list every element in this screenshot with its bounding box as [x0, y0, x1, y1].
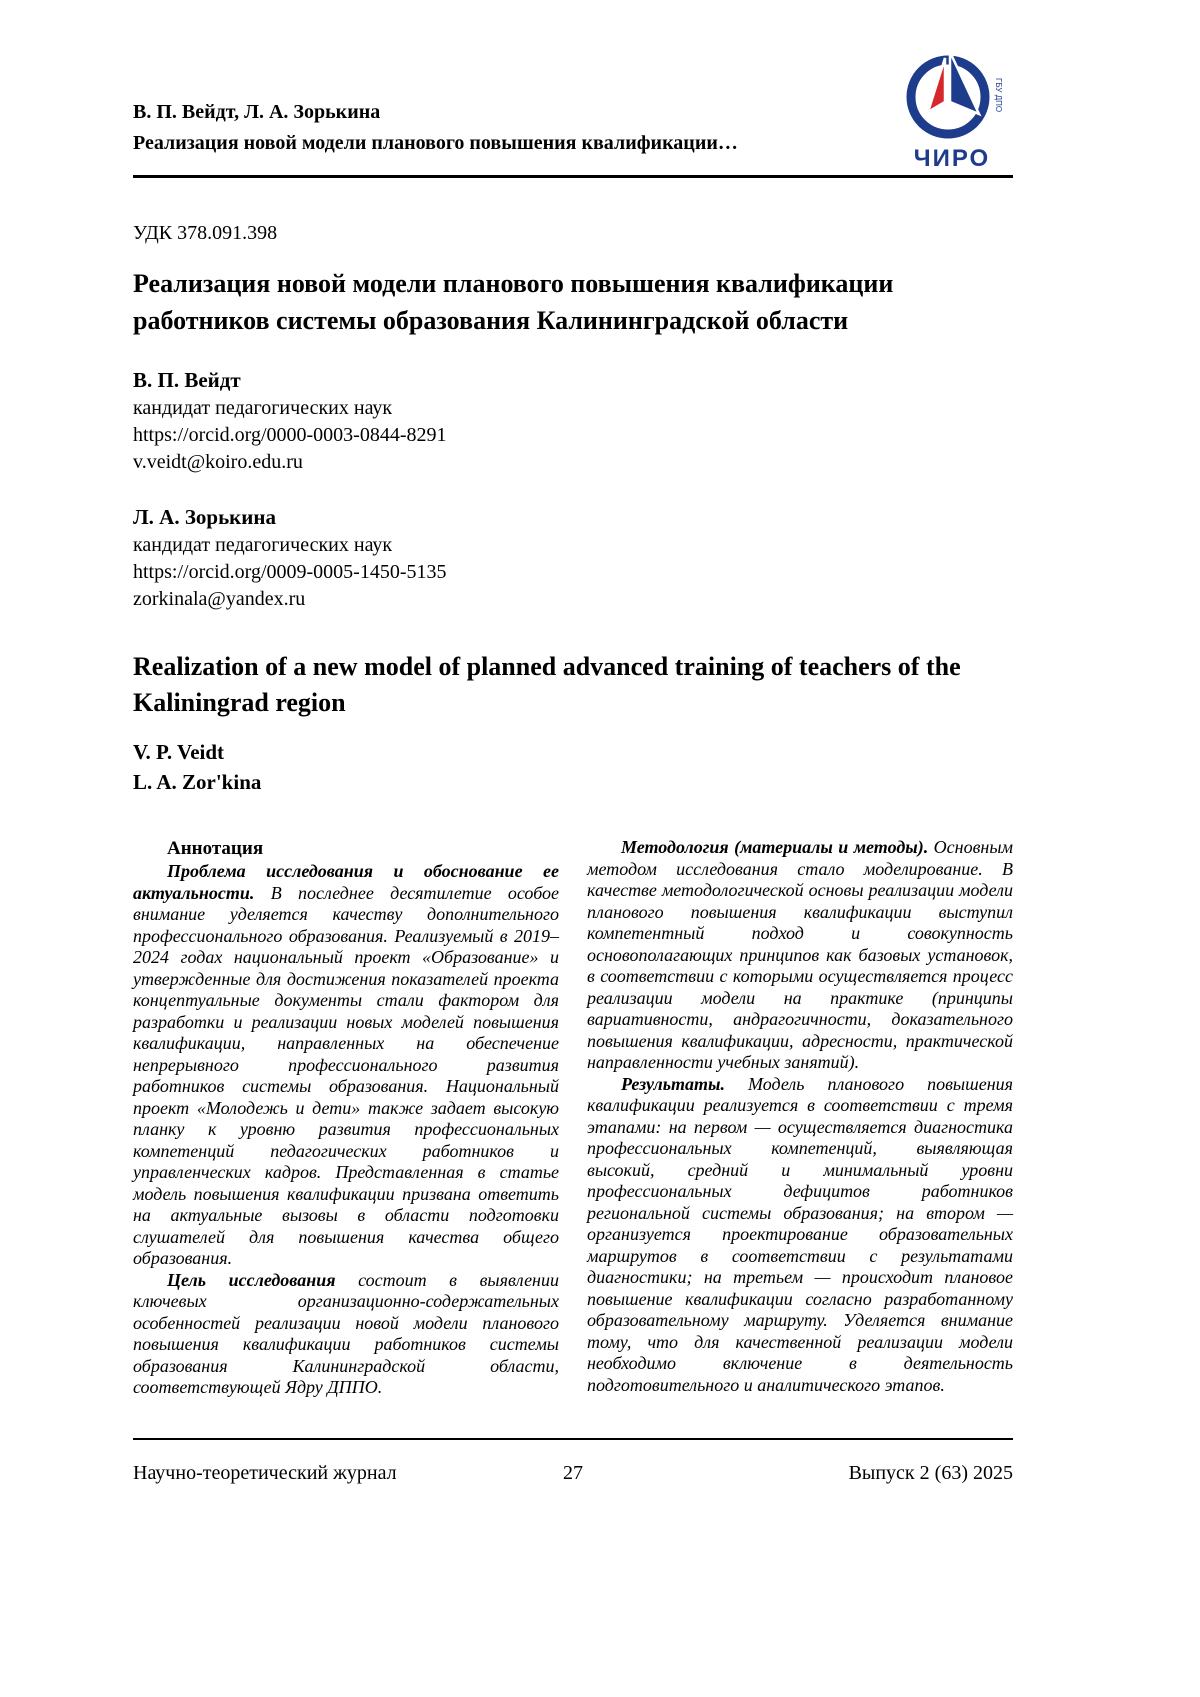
author-name: В. П. Вейдт: [133, 368, 241, 392]
abstract-heading: Аннотация: [167, 838, 264, 859]
author-block-ru-1: [133, 365, 1013, 476]
abstract-paragraph: [133, 1270, 559, 1399]
footer-page-number: 27: [562, 1462, 583, 1484]
author-orcid-link[interactable]: https://orcid.org/0009-0005-1450-5135: [133, 561, 447, 583]
author-name-en: V. P. Veidt: [133, 740, 225, 764]
paragraph-text: Модель планового повышения квалификации реализуется в соответствии с тремя этапами: на первом — осуществляется диагностика профессиональных компетенций, выявляющая высокий, средний и минимальный уровни профессиональных дефицитов работников региональной системы образования; на втором — организуется проектирование образовательных маршрутов в соответствии с результатами диагностики; на третьем — происходит плановое повышение квалификации согласно разработанному образовательному маршруту. Уделяется внимание тому, что для качественной реализации модели необходимо включение в деятельность подготовительного и аналитического этапов.: [587, 1073, 1013, 1395]
udc-number: УДК 378.091.398: [133, 222, 278, 244]
article-title-ru: Реализация новой модели планового повышения квалификации работников системы образования Калининградской области: [133, 269, 894, 335]
abstract-paragraph: [587, 1074, 1013, 1397]
author-degree: кандидат педагогических наук: [133, 397, 393, 419]
running-head: [133, 97, 738, 173]
logo-wordmark: ЧИРО: [913, 145, 991, 172]
abstract-section: [133, 837, 1013, 1399]
author-name: Л. А. Зорькина: [133, 505, 276, 529]
authors-en: [133, 737, 1013, 797]
author-degree: кандидат педагогических наук: [133, 534, 393, 556]
abstract-column-left: [133, 837, 559, 1399]
paragraph-text: Основным методом исследования стало моделирование. В качестве методологической основы реализации модели планового повышения квалификации выступил компетентный подход и совокупность основополагающих принципов как базовых установок, в соответствии с которыми осуществляется процесс реализации модели на практике (принципы вариативности, андрагогичности, доказательного повышения квалификации, адресности, практической направленности учебных занятий).: [587, 837, 1013, 1072]
footer-issue: Выпуск 2 (63) 2025: [848, 1462, 1013, 1484]
abstract-paragraph: [587, 837, 1013, 1074]
author-email-link[interactable]: zorkinala@yandex.ru: [133, 588, 306, 610]
abstract-column-right: [587, 837, 1013, 1399]
chiro-logo-icon: [891, 48, 1013, 144]
logo-small-text: ГБУ ДПО: [994, 78, 1003, 113]
author-block-ru-2: [133, 502, 1013, 613]
paragraph-text: состоит в выявлении ключевых организационно-содержательных особенностей реализации новой модели планового повышения квалификации работников системы образования Калининградской области, соответствующей Ядру ДППО.: [133, 1269, 559, 1397]
author-orcid-link[interactable]: https://orcid.org/0000-0003-0844-8291: [133, 424, 447, 446]
paragraph-lead: Проблема исследования и обоснование ее актуальности.: [133, 861, 559, 903]
footer-journal-name: Научно-теоретический журнал: [133, 1462, 397, 1484]
paragraph-lead: Результаты.: [621, 1073, 725, 1094]
running-authors: В. П. Вейдт, Л. А. Зорькина: [133, 101, 381, 123]
paragraph-text: В последнее десятилетие особое внимание уделяется качеству дополнительного профессионального образования. Реализуемый в 2019–2024 годах национальный проект «Образование» и утвержденные для достижения показателей проекта концептуальные документы стали фактором для разработки и реализации новых моделей повышения квалификации, направленных на обеспечение непрерывного профессионального развития работников системы образования. Национальный проект «Молодежь и дети» также задает высокую планку к уровню развития профессиональных компетенций педагогических работников и управленческих кадров. Представленная в статье модель повышения квалификации призвана ответить на актуальные вызовы в области подготовки слушателей для повышения качества общего образования.: [133, 882, 559, 1268]
paragraph-lead: Цель исследования: [167, 1269, 336, 1290]
article-title-en: Realization of a new model of planned advanced training of teachers of the Kaliningrad region: [133, 652, 961, 717]
page: [133, 0, 1013, 1399]
author-name-en: L. A. Zor'kina: [133, 770, 262, 794]
author-email-link[interactable]: v.veidt@koiro.edu.ru: [133, 451, 303, 473]
abstract-paragraph: [133, 861, 559, 1270]
paragraph-lead: Методология (материалы и методы).: [621, 837, 929, 857]
publisher-logo: [891, 48, 1013, 173]
page-footer: [133, 1438, 1013, 1485]
running-title: Реализация новой модели планового повышения квалификации…: [133, 132, 738, 154]
page-header: [133, 0, 1013, 178]
